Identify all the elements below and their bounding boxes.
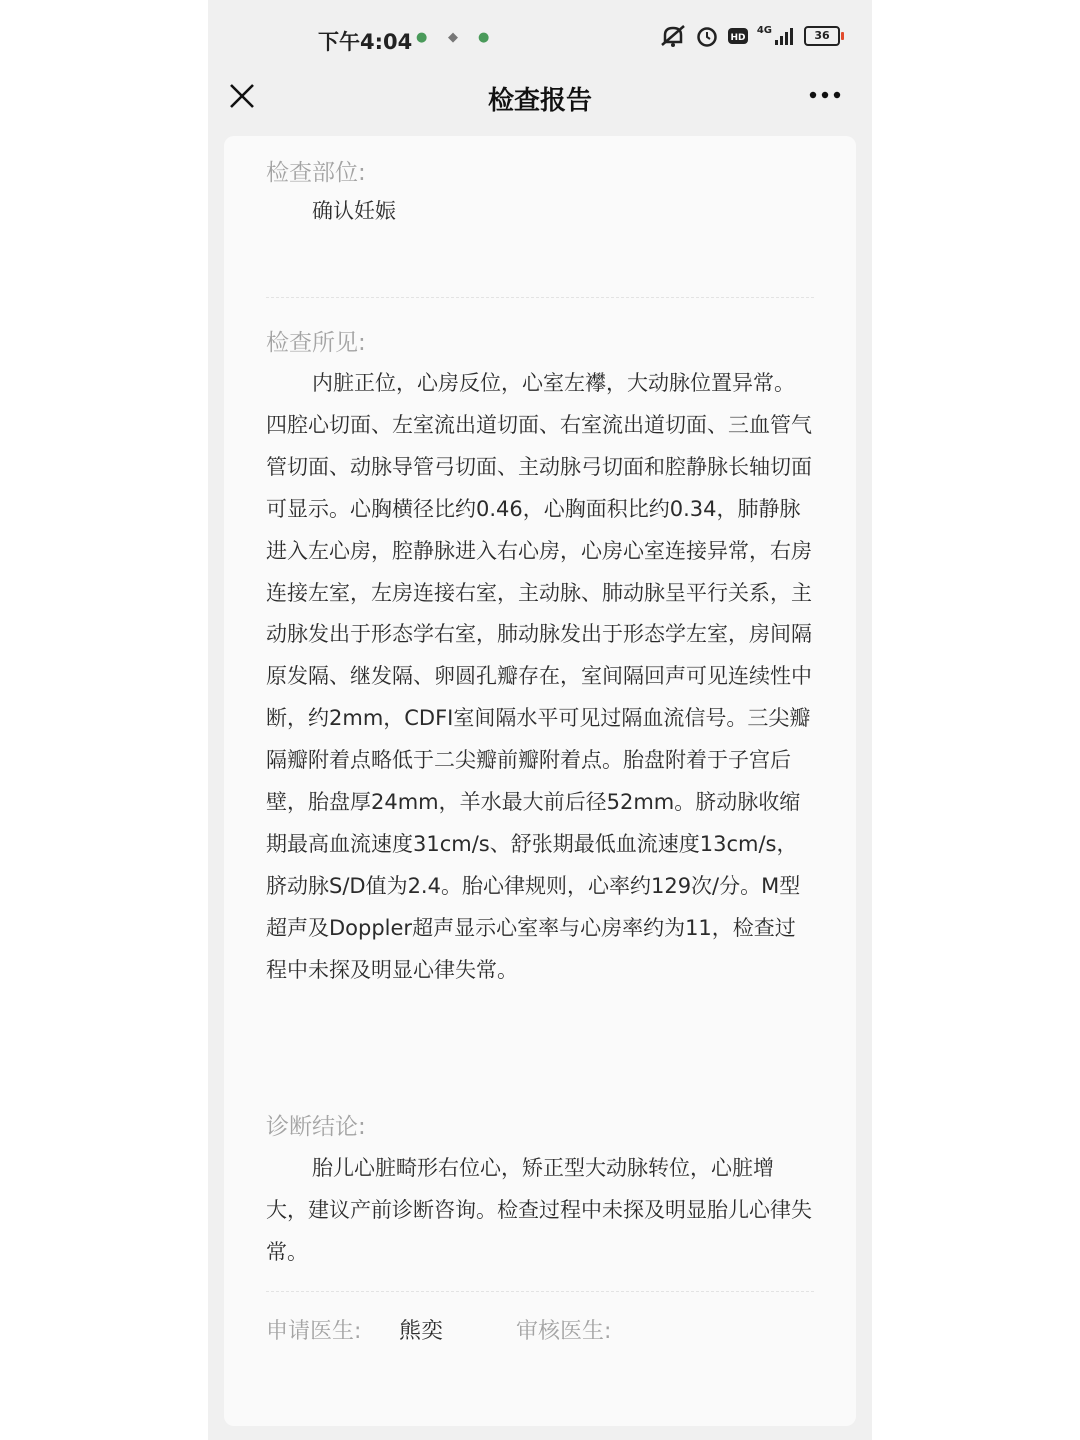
- network-type: 4G: [756, 24, 772, 36]
- app-notification-icon: ◆: [448, 30, 458, 45]
- page-title: 检查报告: [487, 86, 592, 116]
- svg-text:HD: HD: [730, 33, 746, 43]
- battery-icon: 36: [804, 26, 840, 46]
- phone-screen: [208, 0, 872, 1440]
- reviewing-doctor-label: 审核医生:: [516, 1319, 612, 1344]
- signal-icon: [774, 26, 796, 46]
- status-time: 下午4:04: [318, 30, 413, 54]
- diagnosis-label: 诊断结论:: [266, 1114, 366, 1140]
- status-bar: [208, 0, 872, 74]
- findings-label: 检查所见:: [266, 330, 366, 356]
- requesting-doctor-label: 申请医生:: [266, 1319, 362, 1344]
- navigation-bar: [208, 74, 872, 136]
- findings-text: 内脏正位，心房反位，心室左襻，大动脉位置异常。四腔心切面、左室流出道切面、右室流出道切面、三血管气管切面、动脉导管弓切面、主动脉弓切面和腔静脉长轴切面可显示。心胸横径比约0.46，心胸面积比约0.34，肺静脉进入左心房，腔静脉进入右心房，心房心室连接异常，右房连接左室，左房连接右室，主动脉、肺动脉呈平行关系，主动脉发出于形态学右室，肺动脉发出于形态学左室，房间隔原发隔、继发隔、卵圆孔瓣存在，室间隔回声可见连续性中断，约2mm，CDFI室间隔水平可见过隔血流信号。三尖瓣隔瓣附着点略低于二尖瓣前瓣附着点。胎盘附着于子宫后壁，胎盘厚24mm，羊水最大前后径52mm。脐动脉收缩期最高血流速度31cm/s、舒张期最低血流速度13cm/s，脐动脉S/D值为2.4。胎心律规则，心率约129次/分。M型超声及Doppler超声显示心室率与心房率约为11，检查过程中未探及明显心律失常。: [266, 371, 812, 982]
- requesting-doctor-value: 熊奕: [399, 1319, 444, 1344]
- report-card: [224, 136, 856, 1426]
- hd-icon: [727, 26, 749, 46]
- mute-icon: [659, 24, 687, 48]
- system-icons: [659, 24, 840, 48]
- more-icon[interactable]: [808, 90, 842, 100]
- section-divider: [266, 297, 814, 298]
- exam-site-label: 检查部位:: [266, 160, 366, 186]
- diagnosis-text: 胎儿心脏畸形右位心，矫正型大动脉转位，心脏增大，建议产前诊断咨询。检查过程中未探及明显胎儿心律失常。: [266, 1156, 812, 1264]
- alarm-icon: [695, 24, 719, 48]
- exam-site-value: 确认妊娠: [312, 199, 396, 223]
- wechat-notification-icon: ●: [416, 30, 428, 45]
- footer-divider: [266, 1291, 814, 1292]
- wechat-notification-icon-2: ●: [478, 30, 490, 45]
